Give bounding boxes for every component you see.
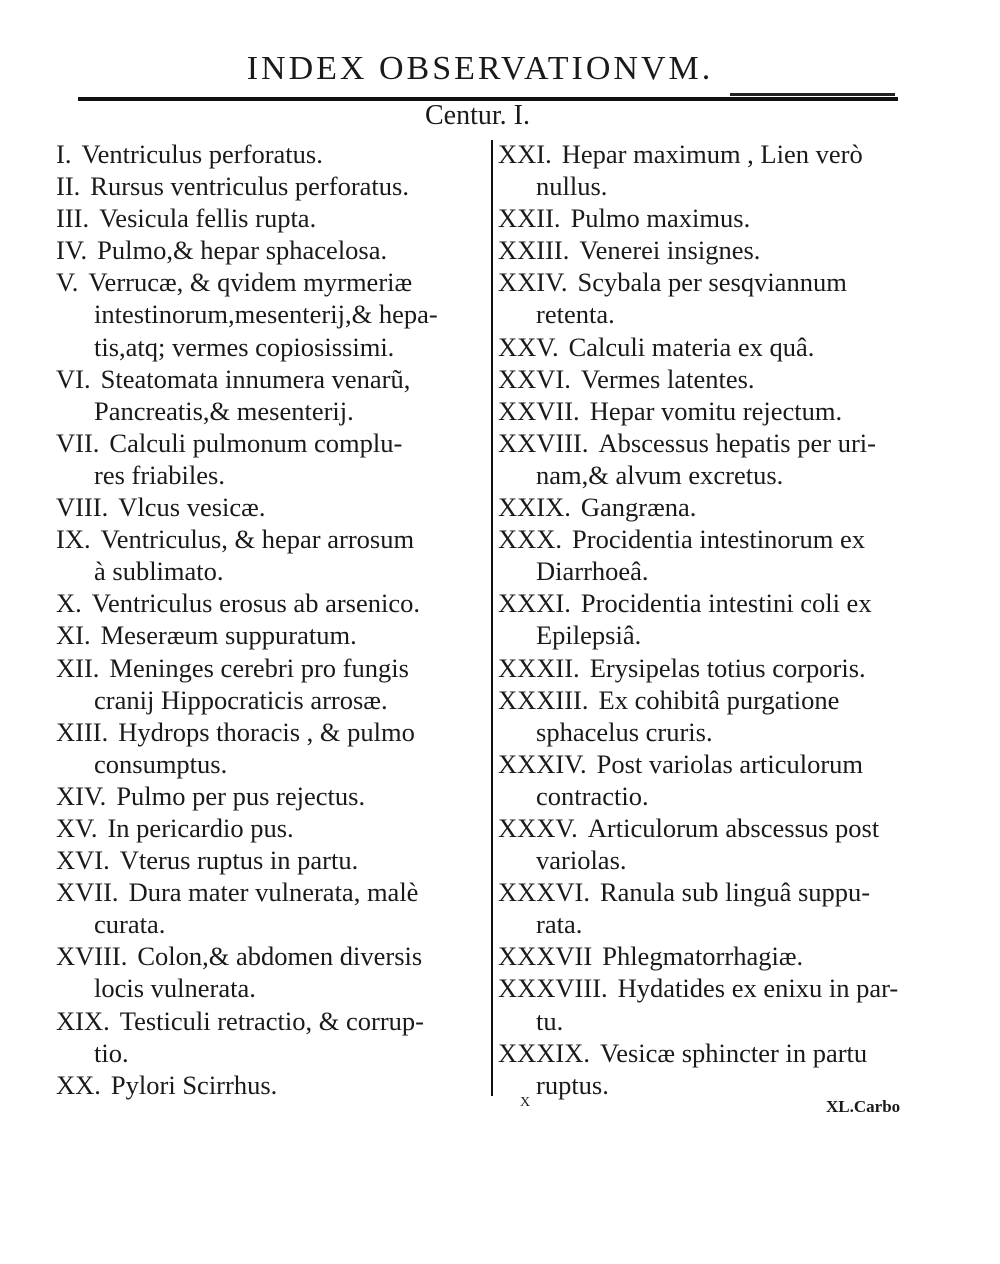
index-entry: [498, 266, 918, 330]
index-entry: [498, 587, 918, 651]
index-entry: [56, 170, 488, 202]
entry-number: XXXV.: [498, 812, 578, 843]
entry-continuation-line: [498, 1069, 918, 1101]
entry-first-line: [498, 427, 918, 459]
signature-mark: X: [520, 1095, 531, 1110]
index-entry: [56, 1005, 488, 1069]
entry-first-line: [56, 266, 488, 298]
entry-continuation-line: [498, 619, 918, 651]
index-entry: [498, 363, 918, 395]
entry-first-line: [56, 844, 488, 876]
entry-text: Hepar maximum , Lien verò: [561, 139, 863, 169]
entry-text: Ranula sub linguâ suppu-: [600, 877, 871, 908]
entry-continuation-line: [56, 459, 488, 491]
entry-text: Hydatides ex enixu in par-: [617, 973, 899, 1004]
entry-continuation-line: [498, 459, 918, 491]
entry-text: locis vulnerata.: [94, 973, 256, 1004]
entry-text: Epilepsiâ.: [536, 620, 642, 651]
centuria-subtitle: Centur. I.: [425, 100, 530, 131]
entry-continuation-line: [498, 908, 918, 940]
entry-first-line: [498, 491, 918, 523]
entry-text: Phlegmatorrhagiæ.: [602, 941, 804, 972]
entry-text: contractio.: [536, 780, 649, 811]
entry-first-line: [56, 716, 488, 748]
index-entry: [498, 491, 918, 523]
entry-continuation-line: [56, 972, 488, 1004]
entry-text: Procidentia intestinorum ex: [572, 524, 865, 555]
index-entry: [498, 202, 918, 234]
entry-number: IX.: [56, 524, 91, 555]
entry-first-line: [498, 876, 918, 908]
entry-number: XIII.: [56, 716, 109, 747]
entry-number: VII.: [56, 427, 100, 458]
entry-number: VI.: [56, 363, 91, 394]
entry-first-line: [56, 427, 488, 459]
entry-text: Ventriculus perforatus.: [81, 139, 323, 169]
entry-text: nullus.: [536, 171, 608, 202]
entry-first-line: [56, 523, 488, 555]
index-entry: [56, 202, 488, 234]
index-entry: [498, 331, 918, 363]
index-column-left: [56, 138, 488, 1101]
entry-number: XVIII.: [56, 941, 128, 972]
entry-text: tio.: [94, 1037, 129, 1068]
index-entry: [56, 138, 488, 170]
entry-continuation-line: [56, 748, 488, 780]
entry-continuation-line: [56, 395, 488, 427]
entry-first-line: [498, 972, 918, 1004]
entry-text: Meninges cerebri pro fungis: [109, 652, 409, 683]
entry-text: ruptus.: [536, 1069, 609, 1100]
index-entry: [498, 1037, 918, 1101]
index-entry: [498, 395, 918, 427]
index-entry: [56, 427, 488, 491]
index-entry: [56, 844, 488, 876]
entry-text: Testiculi retractio, & corrup-: [119, 1005, 424, 1036]
entry-text: Calculi pulmonum complu-: [109, 427, 403, 458]
entry-continuation-line: [56, 908, 488, 940]
entry-number: XXIX.: [498, 492, 571, 523]
entry-text: Pulmo per pus rejectus.: [116, 780, 366, 811]
catchword: XL.Carbo: [826, 1097, 901, 1116]
index-entry: [56, 266, 488, 362]
entry-text: Venerei insignes.: [579, 235, 761, 266]
entry-continuation-line: [498, 555, 918, 587]
index-entry: [56, 876, 488, 940]
entry-text: Vesicæ sphincter in partu: [600, 1037, 868, 1068]
entry-number: VIII.: [56, 492, 109, 523]
entry-text: res friabiles.: [94, 459, 225, 490]
column-divider: [491, 140, 493, 1096]
entry-first-line: [498, 940, 918, 972]
entry-first-line: [498, 748, 918, 780]
index-entry: [56, 812, 488, 844]
entry-number: XIV.: [56, 780, 107, 811]
entry-number: XI.: [56, 620, 91, 651]
entry-continuation-line: [56, 1037, 488, 1069]
index-entry: [498, 684, 918, 748]
index-entry: [56, 619, 488, 651]
entry-number: XXXVII: [498, 941, 593, 972]
entry-first-line: [56, 491, 488, 523]
index-entry: [498, 427, 918, 491]
entry-text: sphacelus cruris.: [536, 716, 713, 747]
entry-text: Vlcus vesicæ.: [118, 492, 266, 523]
entry-text: Vesicula fellis rupta.: [99, 203, 317, 234]
index-entry: [56, 234, 488, 266]
entry-number: XXXIV.: [498, 748, 587, 779]
entry-text: Diarrhoeâ.: [536, 556, 649, 587]
entry-first-line: [498, 266, 918, 298]
entry-text: Hydrops thoracis , & pulmo: [118, 716, 415, 747]
entry-number: XXXIX.: [498, 1037, 590, 1068]
entry-text: tu.: [536, 1005, 564, 1036]
entry-text: Gangræna.: [580, 492, 697, 523]
entry-first-line: [498, 331, 918, 363]
entry-text: retenta.: [536, 299, 615, 330]
entry-first-line: [56, 1005, 488, 1037]
index-entry: [498, 972, 918, 1036]
entry-first-line: [56, 202, 488, 234]
entry-number: XXXIII.: [498, 684, 589, 715]
entry-first-line: [56, 940, 488, 972]
entry-continuation-line: [498, 1005, 918, 1037]
entry-number: XIX.: [56, 1005, 110, 1036]
entry-text: Post variolas articulorum: [596, 748, 864, 779]
entry-number: XXXII.: [498, 652, 580, 683]
entry-continuation-line: [498, 780, 918, 812]
entry-first-line: [498, 652, 918, 684]
entry-first-line: [498, 1037, 918, 1069]
index-entry: [498, 748, 918, 812]
entry-first-line: [498, 202, 918, 234]
entry-first-line: [498, 587, 918, 619]
index-entry: [56, 1069, 488, 1101]
entry-text: rata.: [536, 909, 583, 940]
index-entry: [498, 940, 918, 972]
entry-text: consumptus.: [94, 748, 228, 779]
entry-continuation-line: [56, 298, 488, 330]
entry-first-line: [56, 170, 488, 202]
entry-text: Pancreatis,& mesenterij.: [94, 395, 354, 426]
index-entry: [498, 234, 918, 266]
entry-text: Articulorum abscessus post: [587, 812, 880, 843]
entry-text: Steatomata innumera venarũ,: [100, 363, 411, 394]
index-entry: [498, 523, 918, 587]
entry-text: tis,atq; vermes copiosissimi.: [94, 331, 395, 362]
entry-first-line: [498, 234, 918, 266]
entry-continuation-line: [56, 331, 488, 363]
entry-number: XII.: [56, 652, 100, 683]
entry-first-line: [56, 652, 488, 684]
entry-text: Rursus ventriculus perforatus.: [90, 171, 409, 202]
entry-number: XV.: [56, 812, 98, 843]
entry-text: Ventriculus erosus ab arsenico.: [91, 588, 420, 619]
entry-text: Vterus ruptus in partu.: [119, 845, 359, 876]
entry-text: nam,& alvum excretus.: [536, 459, 784, 490]
entry-first-line: [498, 138, 918, 170]
entry-continuation-line: [498, 298, 918, 330]
entry-number: XVII.: [56, 877, 119, 908]
entry-text: Procidentia intestini coli ex: [580, 588, 872, 619]
entry-text: Calculi materia ex quâ.: [568, 331, 815, 362]
entry-first-line: [56, 363, 488, 395]
entry-number: II.: [56, 171, 81, 202]
entry-text: Dura mater vulnerata, malè: [128, 877, 419, 908]
entry-number: XXXVIII.: [498, 973, 608, 1004]
entry-number: XXII.: [498, 203, 561, 234]
entry-text: Colon,& abdomen diversis: [137, 941, 423, 972]
entry-continuation-line: [56, 555, 488, 587]
entry-number: XX.: [56, 1069, 101, 1100]
entry-number: V.: [56, 267, 79, 298]
entry-text: Verrucæ, & qvidem myrmeriæ: [88, 267, 413, 298]
index-entry: [56, 652, 488, 716]
entry-number: XXVIII.: [498, 427, 589, 458]
entry-number: XXIII.: [498, 235, 570, 266]
index-entry: [56, 940, 488, 1004]
entry-number: XXIV.: [498, 267, 568, 298]
entry-text: variolas.: [536, 845, 627, 876]
entry-text: Meseræum suppuratum.: [100, 620, 357, 651]
entry-first-line: [498, 395, 918, 427]
entry-text: Scybala per sesqviannum: [577, 267, 847, 298]
entry-text: Pulmo maximus.: [570, 203, 751, 234]
entry-continuation-line: [56, 684, 488, 716]
entry-first-line: [56, 876, 488, 908]
page-title: INDEX OBSERVATIONVM.: [246, 50, 714, 87]
index-entry: [498, 652, 918, 684]
entry-text: In pericardio pus.: [107, 812, 294, 843]
index-entry: [56, 716, 488, 780]
entry-text: Ex cohibitâ purgatione: [598, 684, 840, 715]
entry-number: I.: [56, 139, 72, 169]
index-column-right: [498, 138, 918, 1101]
index-entry: [498, 138, 918, 202]
entry-number: X.: [56, 588, 82, 619]
entry-text: Pulmo,& hepar sphacelosa.: [97, 235, 388, 266]
entry-text: intestinorum,mesenterij,& hepa-: [94, 299, 438, 330]
entry-number: XXXI.: [498, 588, 571, 619]
entry-number: III.: [56, 203, 90, 234]
entry-text: curata.: [94, 909, 166, 940]
entry-text: Vermes latentes.: [580, 363, 755, 394]
index-entry: [56, 780, 488, 812]
index-entry: [498, 812, 918, 876]
entry-first-line: [56, 812, 488, 844]
entry-number: XVI.: [56, 845, 110, 876]
header-rule-ornament: [730, 93, 895, 96]
entry-number: XXVI.: [498, 363, 571, 394]
index-entry: [498, 876, 918, 940]
entry-number: XXI.: [498, 139, 552, 169]
entry-number: IV.: [56, 235, 88, 266]
index-entry: [56, 587, 488, 619]
entry-text: Pylori Scirrhus.: [110, 1069, 278, 1100]
entry-continuation-line: [498, 170, 918, 202]
index-entry: [56, 491, 488, 523]
entry-number: XXX.: [498, 524, 563, 555]
entry-first-line: [498, 812, 918, 844]
entry-first-line: [56, 1069, 488, 1101]
entry-first-line: [56, 780, 488, 812]
entry-number: XXV.: [498, 331, 559, 362]
entry-first-line: [56, 587, 488, 619]
entry-first-line: [56, 234, 488, 266]
entry-first-line: [498, 523, 918, 555]
entry-text: cranij Hippocraticis arrosæ.: [94, 684, 388, 715]
entry-first-line: [56, 619, 488, 651]
entry-text: Ventriculus, & hepar arrosum: [100, 524, 415, 555]
index-entry: [56, 363, 488, 427]
entry-continuation-line: [498, 716, 918, 748]
entry-first-line: [56, 138, 488, 170]
entry-first-line: [498, 684, 918, 716]
index-entry: [56, 523, 488, 587]
entry-continuation-line: [498, 844, 918, 876]
entry-text: Abscessus hepatis per uri-: [598, 427, 876, 458]
entry-text: à sublimato.: [94, 556, 224, 587]
entry-number: XXVII.: [498, 395, 580, 426]
entry-text: Hepar vomitu rejectum.: [589, 395, 843, 426]
entry-first-line: [498, 363, 918, 395]
entry-text: Erysipelas totius corporis.: [589, 652, 866, 683]
entry-number: XXXVI.: [498, 877, 590, 908]
